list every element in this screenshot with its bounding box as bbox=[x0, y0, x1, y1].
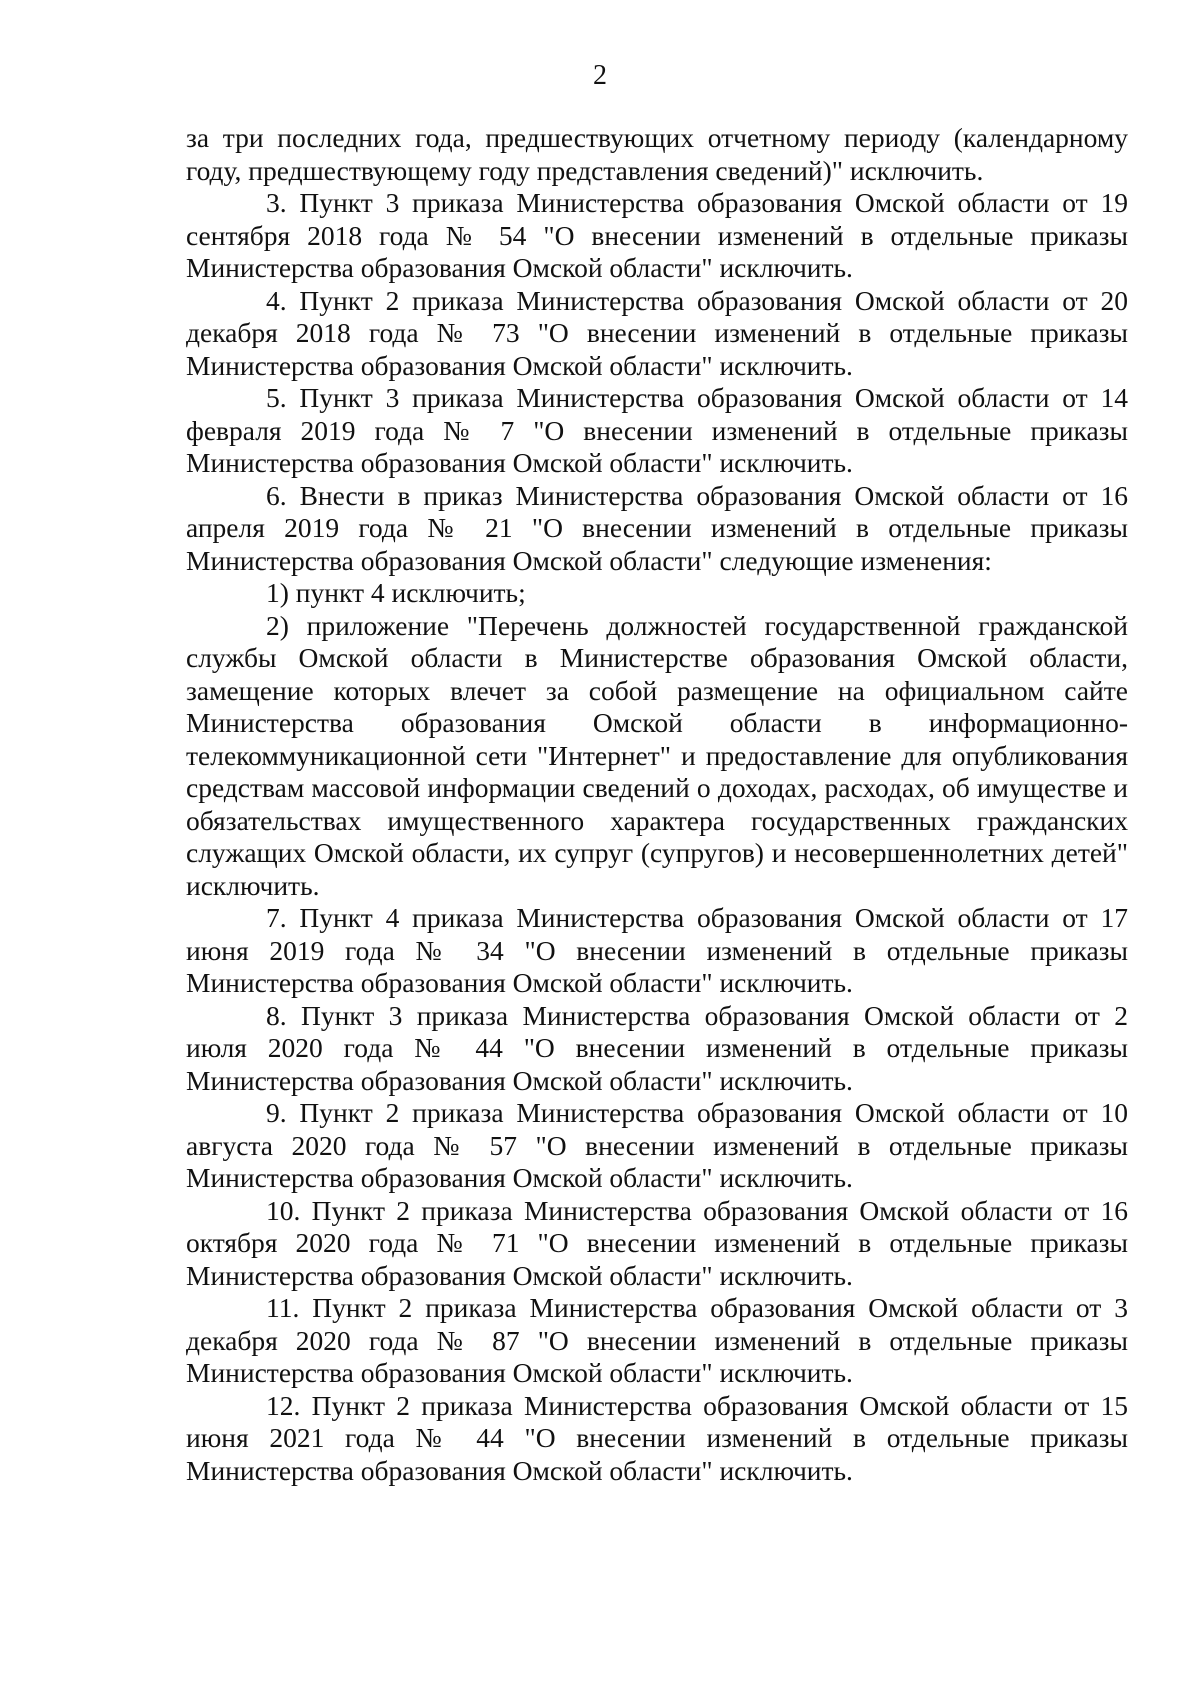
paragraph-item-9: 9. Пункт 2 приказа Министерства образования Омской области от 10 августа 2020 года № 57 "О внесении изменений в отдельные приказы Министерства образования Омской области" исключить. bbox=[186, 1097, 1128, 1193]
paragraph-item-11: 11. Пункт 2 приказа Министерства образования Омской области от 3 декабря 2020 года № 87 "О внесении изменений в отдельные приказы Министерства образования Омской области" исключить. bbox=[186, 1292, 1128, 1388]
paragraph-item-7: 7. Пункт 4 приказа Министерства образования Омской области от 17 июня 2019 года № 34 "О внесении изменений в отдельные приказы Министерства образования Омской области" исключить. bbox=[186, 902, 1128, 998]
paragraph-item-5: 5. Пункт 3 приказа Министерства образования Омской области от 14 февраля 2019 года № 7 "О внесении изменений в отдельные приказы Министерства образования Омской области" исключить. bbox=[186, 382, 1128, 478]
paragraph-item-12: 12. Пункт 2 приказа Министерства образования Омской области от 15 июня 2021 года № 44 "О внесении изменений в отдельные приказы Министерства образования Омской области" исключить. bbox=[186, 1389, 1128, 1486]
paragraph-item-10: 10. Пункт 2 приказа Министерства образования Омской области от 16 октября 2020 года № 71 "О внесении изменений в отдельные приказы Министерства образования Омской области" исключить. bbox=[186, 1194, 1128, 1291]
paragraph-continuation: за три последних года, предшествующих отчетному периоду (календарному году, предшествующему году представления сведений)" исключить. bbox=[186, 122, 1128, 186]
paragraph-item-3: 3. Пункт 3 приказа Министерства образования Омской области от 19 сентября 2018 года № 54 "О внесении изменений в отдельные приказы Министерства образования Омской области" исключить. bbox=[186, 187, 1128, 283]
document-body bbox=[186, 122, 1128, 1487]
paragraph-item-8: 8. Пункт 3 приказа Министерства образования Омской области от 2 июля 2020 года № 44 "О внесении изменений в отдельные приказы Министерства образования Омской области" исключить. bbox=[186, 999, 1128, 1096]
paragraph-subitem-6-1: 1) пункт 4 исключить; bbox=[266, 577, 526, 608]
paragraph-item-4: 4. Пункт 2 приказа Министерства образования Омской области от 20 декабря 2018 года № 73 "О внесении изменений в отдельные приказы Министерства образования Омской области" исключить. bbox=[186, 284, 1128, 381]
paragraph-subitem-6-2: 2) приложение "Перечень должностей государственной гражданской службы Омской области в Министерстве образования Омской области, замещение которых влечет за собой размещение на официальном сайте Министерства образования Омской области в информационно-телекоммуникационной сети "Интернет" и предоставление для опубликования средствам массовой информации сведений о доходах, расходах, об имуществе и обязательствах имущественного характера государственных гражданских служащих Омской области, их супруг (супругов) и несовершеннолетних детей" исключить. bbox=[186, 609, 1128, 901]
page-number: 2 bbox=[593, 60, 607, 91]
paragraph-item-6: 6. Внести в приказ Министерства образования Омской области от 16 апреля 2019 года № 21 "О внесении изменений в отдельные приказы Министерства образования Омской области" следующие изменения: bbox=[186, 479, 1128, 576]
